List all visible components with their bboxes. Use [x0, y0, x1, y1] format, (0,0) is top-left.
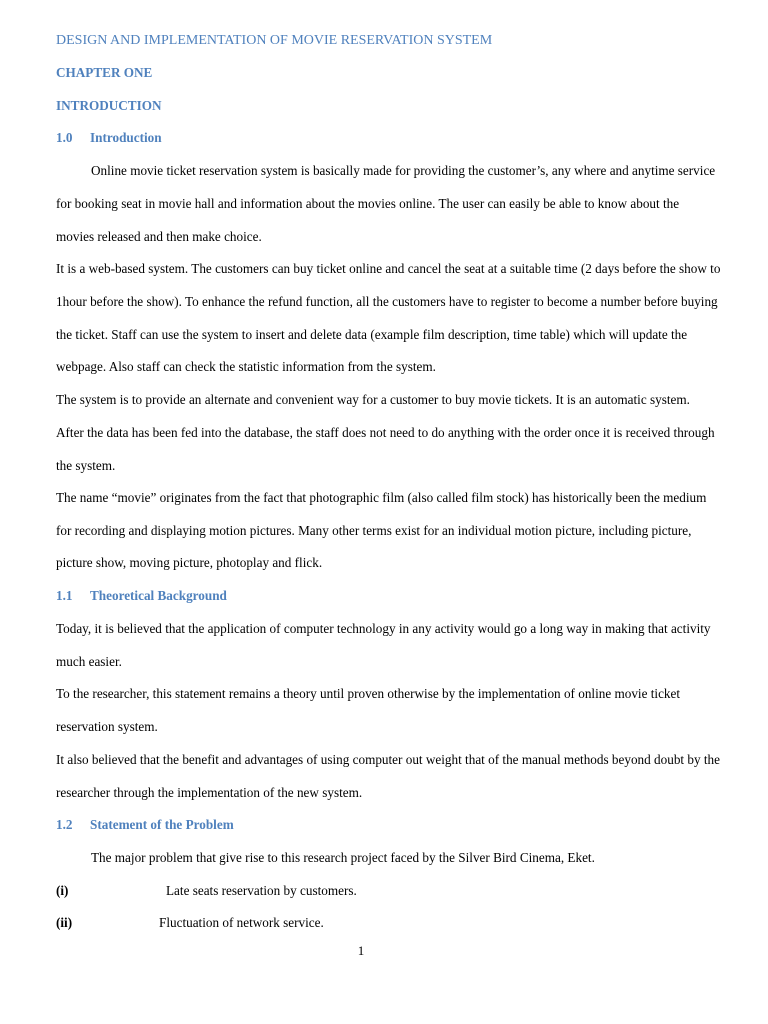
paragraph-line: Today, it is believed that the application of computer technology in any activity would go a long way in making that activity — [56, 621, 711, 636]
paragraph-line: After the data has been fed into the database, the staff does not need to do anything with the order once it is received through — [56, 425, 715, 440]
paragraph-line: webpage. Also staff can check the statistic information from the system. — [56, 359, 436, 374]
paragraph-line: for recording and displaying motion pictures. Many other terms exist for an individual motion picture, including picture, — [56, 523, 692, 538]
paragraph-line: reservation system. — [56, 719, 158, 734]
chapter-title: INTRODUCTION — [56, 98, 162, 113]
section-title: Statement of the Problem — [90, 817, 234, 832]
paragraph-line: much easier. — [56, 654, 122, 669]
list-marker: (ii) — [56, 915, 73, 930]
page-number: 1 — [357, 943, 365, 958]
chapter-heading: CHAPTER ONE — [56, 65, 153, 80]
paragraph-line: the system. — [56, 458, 116, 473]
paragraph-line: Online movie ticket reservation system is basically made for providing the customer’s, any where and anytime service — [91, 163, 716, 178]
section-number: 1.0 — [56, 130, 73, 145]
section-heading-1-2 — [56, 817, 234, 833]
section-heading-1-0 — [56, 130, 162, 146]
paragraph-line: researcher through the implementation of the new system. — [56, 785, 363, 800]
paragraph-line: movies released and then make choice. — [56, 229, 262, 244]
section-number: 1.1 — [56, 588, 73, 603]
paragraph-line: It is a web-based system. The customers can buy ticket online and cancel the seat at a suitable time (2 days before the show to — [56, 261, 721, 276]
paragraph-line: 1hour before the show). To enhance the refund function, all the customers have to register to become a number before buying — [56, 294, 718, 309]
paragraph-line: The name “movie” originates from the fact that photographic film (also called film stock) has historically been the medium — [56, 490, 707, 505]
section-number: 1.2 — [56, 817, 73, 832]
section-title: Introduction — [90, 130, 162, 145]
paragraph-line: picture show, moving picture, photoplay and flick. — [56, 555, 323, 570]
list-item-text: Late seats reservation by customers. — [166, 883, 357, 898]
section-heading-1-1 — [56, 588, 227, 604]
list-marker: (i) — [56, 883, 69, 898]
paragraph-line: The system is to provide an alternate and convenient way for a customer to buy movie tickets. It is an automatic system. — [56, 392, 690, 407]
paragraph-line: for booking seat in movie hall and information about the movies online. The user can easily be able to know about the — [56, 196, 680, 211]
document-title: DESIGN AND IMPLEMENTATION OF MOVIE RESERVATION SYSTEM — [56, 33, 493, 48]
section-title: Theoretical Background — [90, 588, 227, 603]
paragraph-line: It also believed that the benefit and advantages of using computer out weight that of the manual methods beyond doubt by the — [56, 752, 720, 767]
paragraph-line: To the researcher, this statement remains a theory until proven otherwise by the implementation of online movie ticket — [56, 686, 681, 701]
paragraph-line: The major problem that give rise to this research project faced by the Silver Bird Cinema, Eket. — [91, 850, 595, 865]
paragraph-line: the ticket. Staff can use the system to insert and delete data (example film description, time table) which will update the — [56, 327, 688, 342]
list-item-text: Fluctuation of network service. — [159, 915, 324, 930]
